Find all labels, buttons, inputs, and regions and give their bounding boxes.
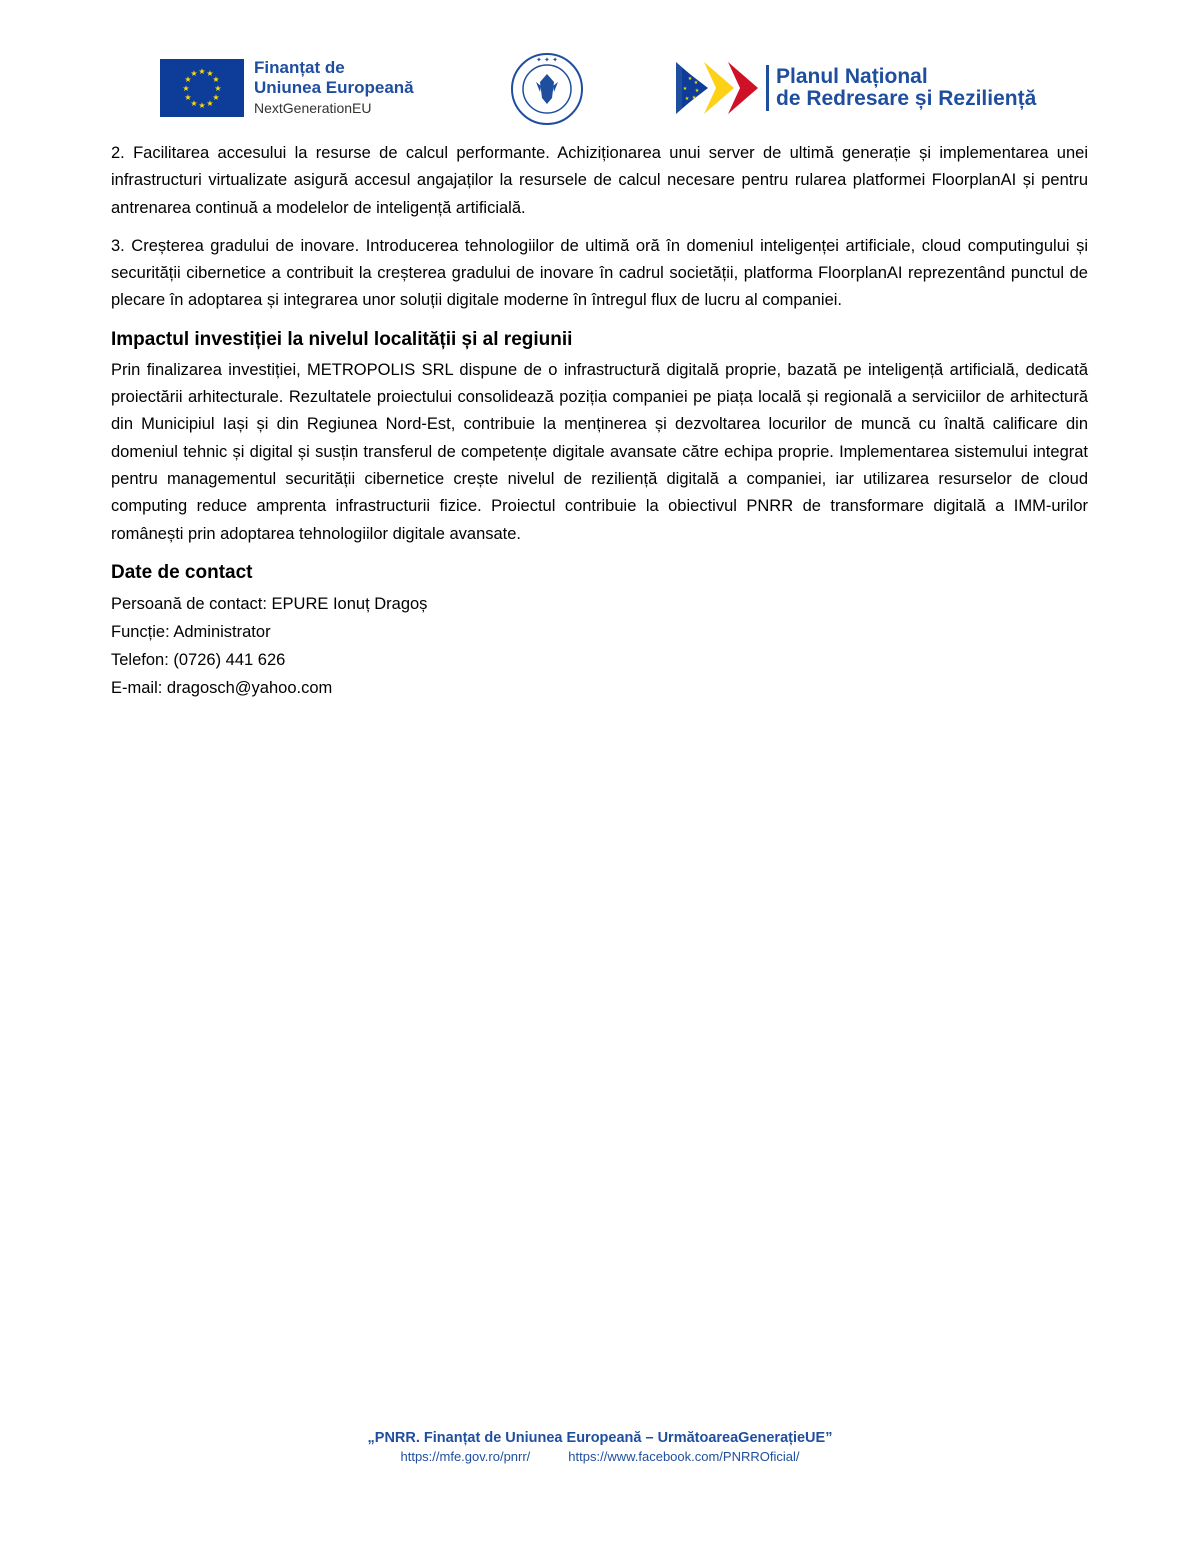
paragraph-innovation: 3. Creșterea gradului de inovare. Introducerea tehnologiilor de ultimă oră în domeniul inteligenței artificiale, cloud computingului și securității cibernetice a contribuit la creșterea gradului de inovare în cadrul societății, platforma FloorplanAI reprezentând punctul de plecare în adoptarea și integrarea unor soluții digitale moderne în întregul flux de lucru al companiei.: [111, 236, 1088, 310]
svg-text:★: ★: [184, 75, 192, 84]
svg-text:★: ★: [206, 69, 214, 78]
footer-link-facebook[interactable]: https://www.facebook.com/PNRROficial/: [568, 1449, 800, 1464]
svg-text:★: ★: [190, 69, 198, 78]
svg-text:★: ★: [212, 75, 220, 84]
eu-logo-line3: NextGenerationEU: [254, 100, 372, 116]
svg-text:★: ★: [184, 93, 192, 102]
contact-heading: Date de contact: [111, 561, 253, 583]
impact-paragraph: Prin finalizarea investiției, METROPOLIS SRL dispune de o infrastructură digitală proprie, bazată pe inteligență artificială, dedicată proiectării arhitecturale. Rezultatele proiectului consolidează poziția companiei pe piața locală și regională a serviciilor de arhitectură din Municipiul Iași și din Regiunea Nord-Est, contribuie la menținerea și dezvoltarea locurilor de muncă cu înaltă calificare din domeniul tehnic și digital și susțin transferul de competențe digitale avansate către echipa proprie. Implementarea sistemului integrat pentru managementul securității cibernetice crește nivelul de reziliență digitală a companiei, iar utilizarea resurselor de cloud computing reduce amprenta infrastructurii fizice. Proiectul contribuie la obiectivul PNRR de transformare digitală a IMM-urilor românești prin adoptarea tehnologiilor digitale avansate.: [111, 360, 1088, 543]
contact-email: E-mail: dragosch@yahoo.com: [111, 678, 333, 697]
svg-text:★: ★: [198, 67, 206, 76]
page-header: [0, 52, 1200, 132]
svg-text:★: ★: [687, 76, 693, 82]
svg-text:★: ★: [682, 86, 688, 92]
pnrr-divider: [766, 65, 769, 111]
svg-text:★: ★: [190, 99, 198, 108]
pnrr-flag-arrows-icon: [676, 62, 762, 114]
svg-text:★: ★: [694, 88, 700, 94]
paragraph-computing-resources: 2. Facilitarea accesului la resurse de calcul performante. Achiziționarea unui server de ultimă generație și implementarea unei infrastructuri virtualizate asigură accesul angajaților la resursele de calcul necesare pentru rularea platformei FloorplanAI și pentru antrenarea continuă a modelelor de inteligență artificială.: [111, 144, 1088, 217]
footer-slogan: „PNRR. Finanțat de Uniunea Europeană – UrmătoareaGenerațieUE”: [367, 1430, 833, 1446]
svg-text:★: ★: [693, 80, 699, 86]
government-seal-icon: [510, 52, 584, 126]
pnrr-logo-line1: Planul Național: [776, 65, 928, 88]
eu-logo-line2: Uniunea Europeană: [254, 78, 414, 97]
document-body: [111, 140, 1088, 702]
svg-text:★: ★: [206, 99, 214, 108]
svg-text:★: ★: [198, 101, 206, 110]
pnrr-logo: [676, 62, 1036, 114]
impact-heading: Impactul investiției la nivelul localității și al regiunii: [111, 328, 573, 350]
svg-text:✦ ✦ ✦: ✦ ✦ ✦: [535, 56, 559, 64]
svg-text:★: ★: [214, 84, 222, 93]
svg-text:★: ★: [691, 95, 697, 101]
contact-person: Persoană de contact: EPURE Ionuț Dragoș: [111, 594, 428, 613]
svg-text:★: ★: [182, 84, 190, 93]
footer-link-mfe[interactable]: https://mfe.gov.ro/pnrr/: [400, 1449, 531, 1464]
svg-text:★: ★: [212, 93, 220, 102]
svg-text:★: ★: [684, 96, 690, 102]
pnrr-logo-line2: de Redresare și Reziliență: [776, 87, 1037, 110]
contact-function: Funcție: Administrator: [111, 622, 271, 641]
footer-links: [0, 1448, 1200, 1466]
eu-logo-line1: Finanțat de: [254, 58, 345, 77]
eu-stars-icon: [160, 59, 244, 117]
eu-flag-icon: [160, 59, 244, 117]
page-footer: [0, 1428, 1200, 1466]
contact-phone: Telefon: (0726) 441 626: [111, 650, 286, 669]
eu-logo: [160, 58, 414, 118]
